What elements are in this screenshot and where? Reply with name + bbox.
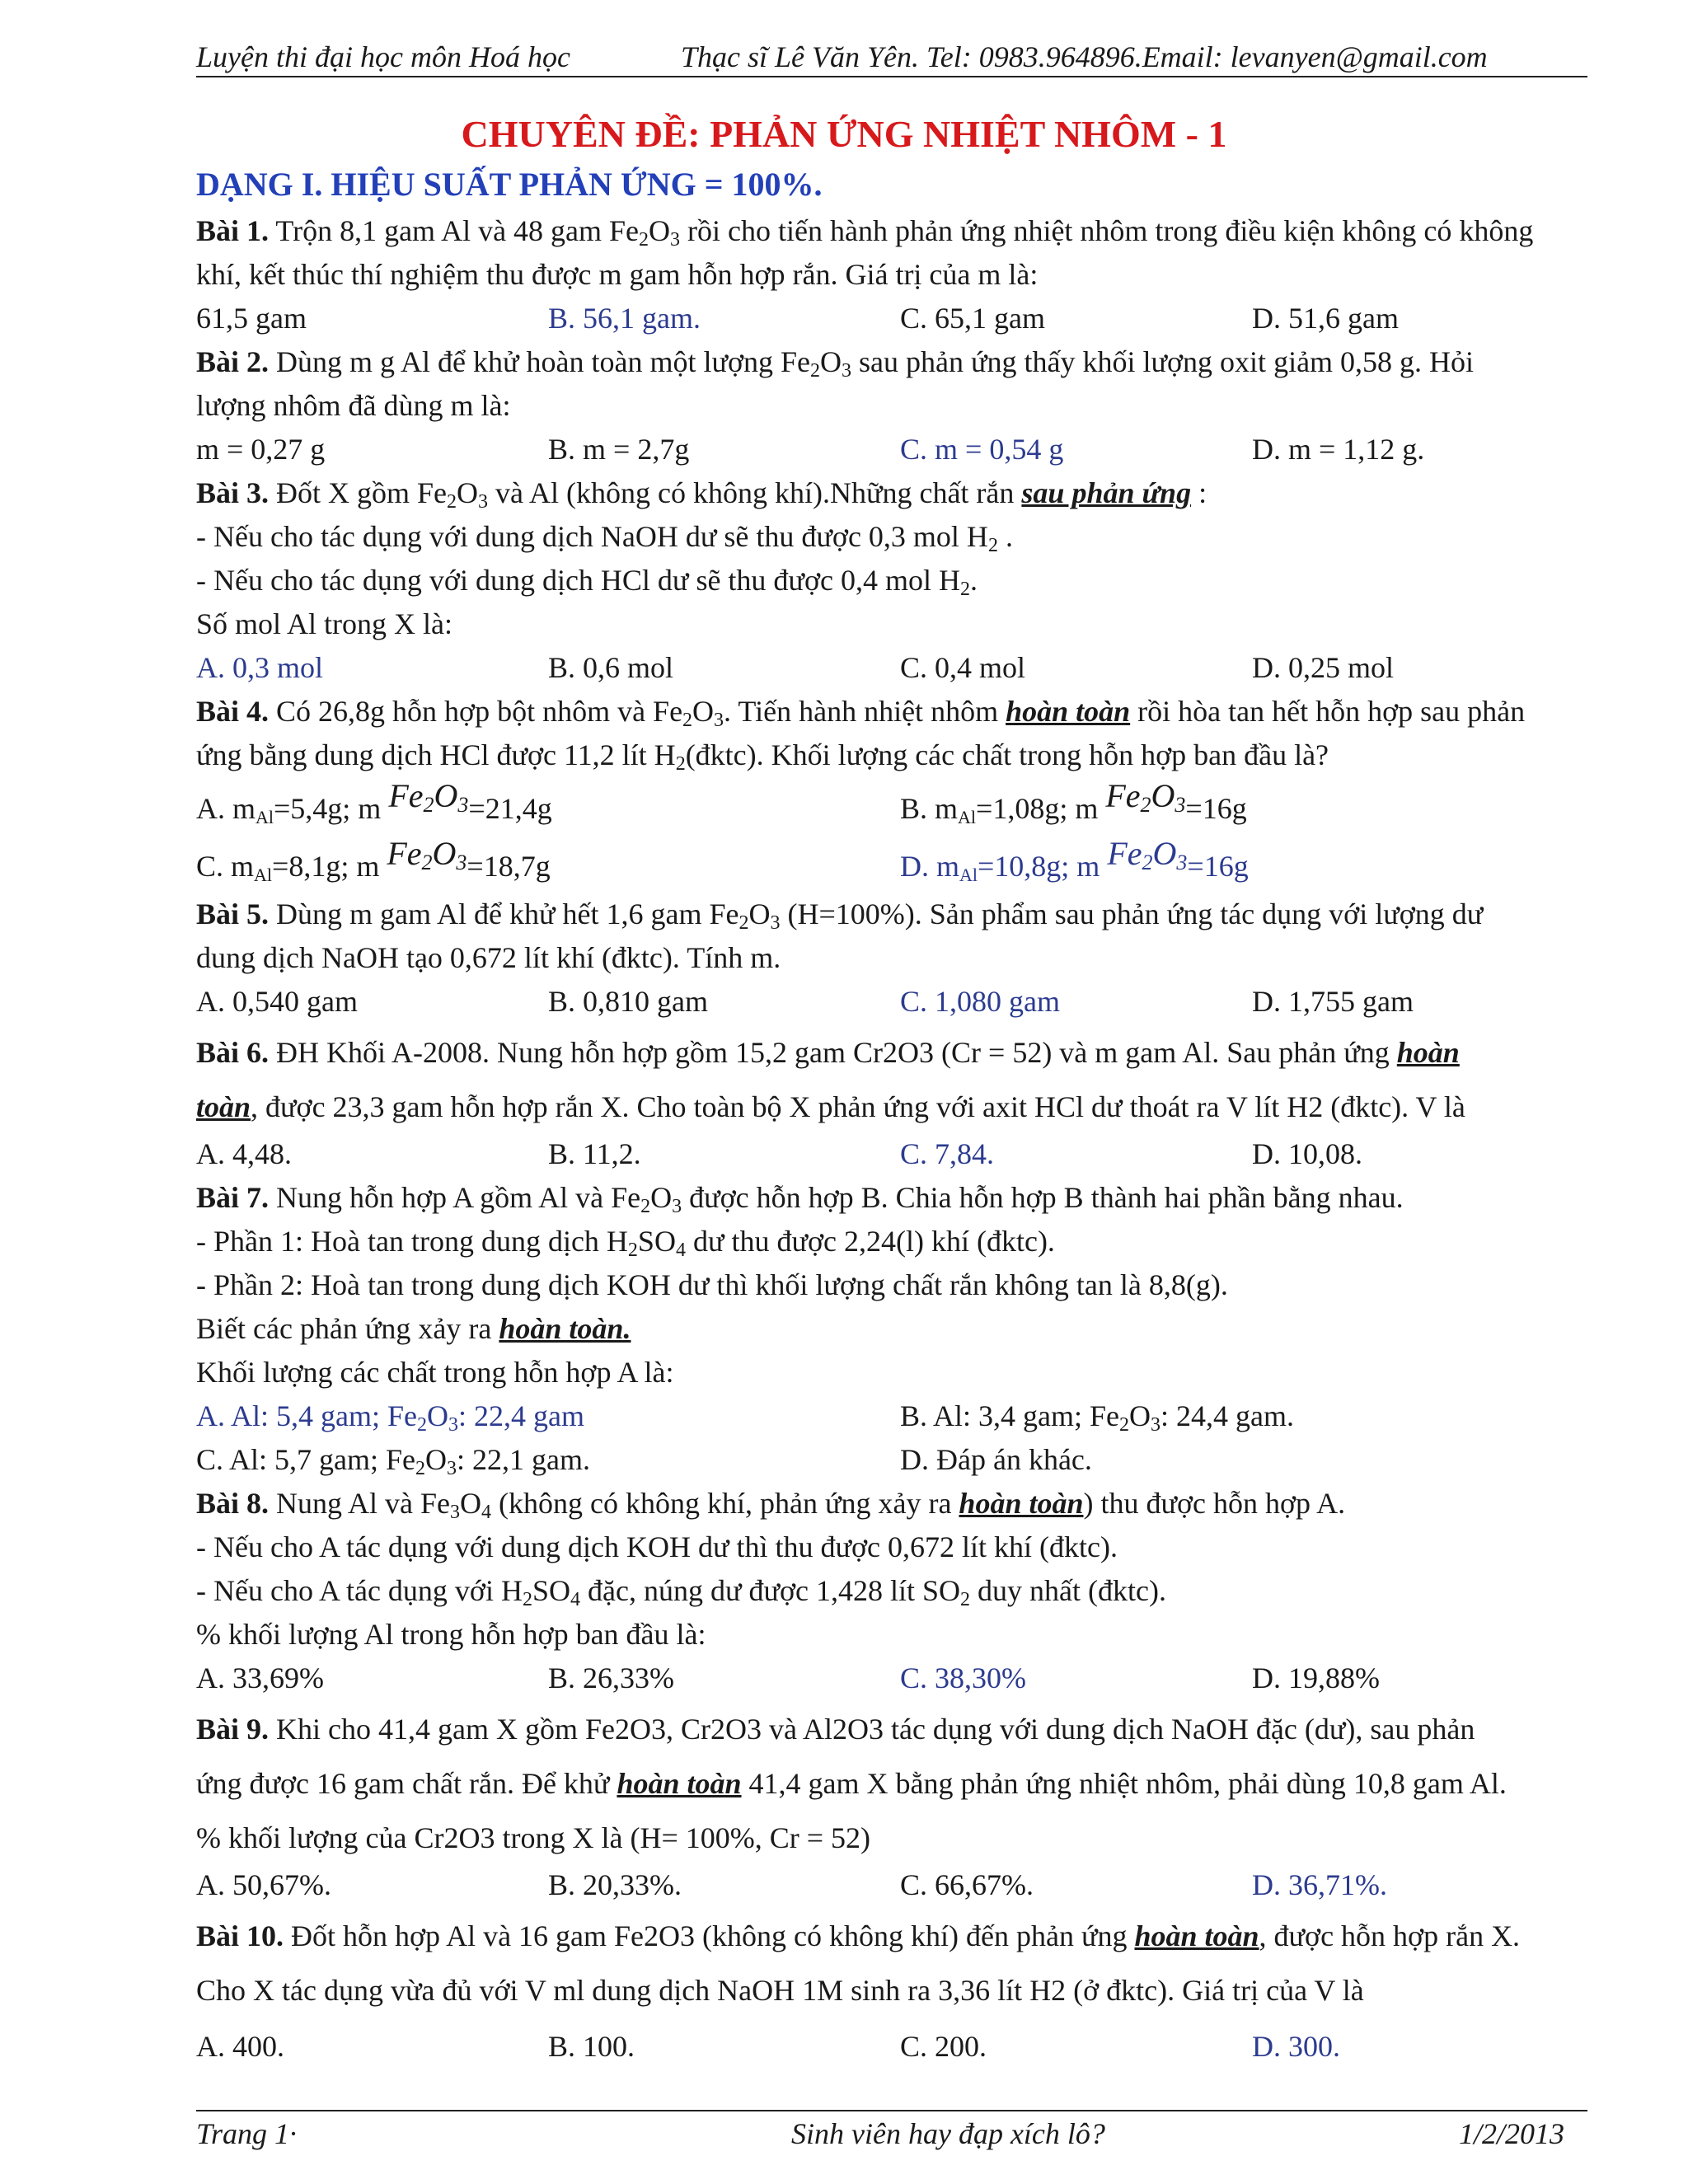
option-b: B. 100. [548, 2030, 635, 2063]
option-d: D. Đáp án khác. [900, 1443, 1092, 1476]
option-a: A. 0,3 mol [196, 651, 324, 684]
footer-center: Sinh viên hay đạp xích lô? [791, 2117, 1105, 2150]
exercise-4-options-row-1 [196, 777, 1606, 835]
exercise-1-options [196, 297, 1606, 340]
option-d: D. 300. [1252, 2030, 1340, 2063]
exercise-8-line-4: % khối lượng Al trong hỗn hợp ban đầu là: [196, 1618, 706, 1651]
option-b: B. 20,33%. [548, 1868, 682, 1901]
option-a: A. Al: 5,4 gam; $Fe_2O_3$: 22,4 gam [196, 1399, 584, 1436]
exercise-5-options [196, 980, 1606, 1024]
option-a: A. 50,67%. [196, 1868, 331, 1901]
option-c: C. Al: 5,7 gam; $Fe_2O_3$: 22,1 gam. [196, 1443, 590, 1479]
exercise-9-line-3: % khối lượng của Cr2O3 trong X là (H= 100%, Cr = 52) [196, 1821, 871, 1854]
option-a: A. 0,540 gam [196, 985, 358, 1018]
exercise-9-line-2: ứng được 16 gam chất rắn. Để khử hoàn toàn 41,4 gam X bằng phản ứng nhiệt nhôm, phải dùng 10,8 gam Al. [196, 1767, 1507, 1800]
option-d: D. 36,71%. [1252, 1868, 1387, 1901]
exercise-3-line-4: Số mol Al trong X là: [196, 607, 453, 640]
exercise-7-line-2: - Phần 1: Hoà tan trong dung dịch $H_2SO_4$ dư thu được 2,24(l) khí (đktc). [196, 1225, 1055, 1261]
section-heading: DẠNG I. HIỆU SUẤT PHẢN ỨNG = 100%. [196, 166, 823, 203]
option-c: C. 38,30% [900, 1661, 1026, 1694]
exercise-10-line-2: Cho X tác dụng vừa đủ với V ml dung dịch NaOH 1M sinh ra 3,36 lít H2 (ở đktc). Giá trị của V là [196, 1974, 1364, 2007]
page-title: CHUYÊN ĐỀ: PHẢN ỨNG NHIỆT NHÔM - 1 [461, 113, 1227, 155]
option-c: C. m = 0,54 g [900, 433, 1064, 466]
exercise-7-line-3: - Phần 2: Hoà tan trong dung dịch KOH dư thì khối lượng chất rắn không tan là 8,8(g). [196, 1268, 1228, 1301]
exercise-6-options [196, 1132, 1606, 1176]
exercise-7-line-1: Bài 7. Nung hỗn hợp A gồm Al và $Fe_2O_3$ được hỗn hợp B. Chia hỗn hợp B thành hai phần bằng nhau. [196, 1181, 1404, 1217]
exercise-7-line-5: Khối lượng các chất trong hỗn hợp A là: [196, 1356, 674, 1389]
option-d: D. 1,755 gam [1252, 985, 1414, 1018]
option-c: C. 7,84. [900, 1137, 995, 1170]
option-b: B. $m_{Al}=1,08g$; m $Fe_2O_3=16g$ [900, 777, 1247, 827]
option-d: D. 0,25 mol [1252, 651, 1395, 684]
option-d: D. m = 1,12 g. [1252, 433, 1425, 466]
option-c: C. 1,080 gam [900, 985, 1060, 1018]
exercise-8-options [196, 1657, 1606, 1700]
option-a: m = 0,27 g [196, 433, 326, 466]
exercise-3-line-2: - Nếu cho tác dụng với dung dịch NaOH dư sẽ thu được 0,3 mol $H_2$ . [196, 520, 1013, 556]
exercise-5-line-1: Bài 5. Dùng m gam Al để khử hết 1,6 gam $Fe_2O_3$ (H=100%). Sản phẩm sau phản ứng tác dụng với lượng dư [196, 898, 1484, 934]
exercise-4-line-1: Bài 4. Có 26,8g hỗn hợp bột nhôm và $Fe_2O_3$. Tiến hành nhiệt nhôm hoàn toàn rồi hòa tan hết hỗn hợp sau phản [196, 695, 1526, 731]
exercise-6-line-2: toàn, được 23,3 gam hỗn hợp rắn X. Cho toàn bộ X phản ứng với axit HCl dư thoát ra V lít H2 (đktc). V là [196, 1090, 1465, 1123]
exercise-4-options-row-2 [196, 835, 1606, 893]
option-a: A. $m_{Al}=5,4g$; m $Fe_2O_3=21,4g$ [196, 777, 552, 827]
option-c: C. 66,67%. [900, 1868, 1034, 1901]
exercise-2-line-1: Bài 2. Dùng m g Al để khử hoàn toàn một lượng $Fe_2O_3$ sau phản ứng thấy khối lượng oxit giảm 0,58 g. Hỏi [196, 345, 1475, 382]
option-b: B. 0,810 gam [548, 985, 708, 1018]
exercise-6-line-1: Bài 6. ĐH Khối A-2008. Nung hỗn hợp gồm 15,2 gam Cr2O3 (Cr = 52) và m gam Al. Sau phản ứng hoàn [196, 1036, 1460, 1069]
header-left: Luyện thi đại học môn Hoá học [196, 40, 570, 73]
option-d: D. 51,6 gam [1252, 302, 1399, 335]
exercise-10-line-1: Bài 10. Đốt hỗn hợp Al và 16 gam Fe2O3 (không có không khí) đến phản ứng hoàn toàn, được hỗn hợp rắn X. [196, 1919, 1521, 1952]
option-c: C. 65,1 gam [900, 302, 1045, 335]
option-b: B. 0,6 mol [548, 651, 674, 684]
exercise-1-line-1: Bài 1. Trộn 8,1 gam Al và 48 gam $Fe_2O_3$ rồi cho tiến hành phản ứng nhiệt nhôm trong điều kiện không có không [196, 214, 1534, 251]
option-a: A. 33,69% [196, 1661, 324, 1694]
exercise-5-line-2: dung dịch NaOH tạo 0,672 lít khí (đktc). Tính m. [196, 941, 781, 974]
exercise-2-line-2: lượng nhôm đã dùng m là: [196, 389, 511, 422]
exercise-7-options-row-2 [196, 1438, 1606, 1482]
exercise-1-line-2: khí, kết thúc thí nghiệm thu được m gam hỗn hợp rắn. Giá trị của m là: [196, 258, 1039, 291]
exercise-8-line-3: - Nếu cho A tác dụng với $H_2SO_4$ đặc, núng dư được 1,428 lít $SO_2$ duy nhất (đktc). [196, 1574, 1166, 1610]
option-a: A. 400. [196, 2030, 284, 2063]
option-b: B. 11,2. [548, 1137, 641, 1170]
exercise-4-line-2: ứng bằng dung dịch HCl được 11,2 lít $H_2(đktc)$. Khối lượng các chất trong hỗn hợp ban đầu là? [196, 738, 1329, 775]
option-c: C. $m_{Al}=8,1g$; m $Fe_2O_3=18,7g$ [196, 835, 551, 885]
exercise-9-line-1: Bài 9. Khi cho 41,4 gam X gồm Fe2O3, Cr2O3 và Al2O3 tác dụng với dung dịch NaOH đặc (dư), sau phản [196, 1713, 1475, 1746]
exercise-8-line-2: - Nếu cho A tác dụng với dung dịch KOH dư thì thu được 0,672 lít khí (đktc). [196, 1530, 1118, 1563]
option-b: B. 56,1 gam. [548, 302, 701, 335]
exercise-7-line-4: Biết các phản ứng xảy ra hoàn toàn. [196, 1312, 631, 1345]
option-d: D. 19,88% [1252, 1661, 1380, 1694]
exercise-9-options [196, 1863, 1606, 1907]
option-c: C. 0,4 mol [900, 651, 1026, 684]
option-b: B. m = 2,7g [548, 433, 690, 466]
exercise-list [196, 209, 1606, 2074]
exercise-7-options-row-1 [196, 1394, 1606, 1438]
exercise-8-line-1: Bài 8. Nung Al và $Fe_3O_4$ (không có không khí, phản ứng xảy ra hoàn toàn) thu được hỗn hợp A. [196, 1487, 1346, 1523]
option-a: 61,5 gam [196, 302, 307, 335]
option-d: D. 10,08. [1252, 1137, 1362, 1170]
exercise-3-line-1: Bài 3. Đốt X gồm $Fe_2O_3$ và Al (không có không khí).Những chất rắn sau phản ứng : [196, 476, 1207, 513]
footer-date: 1/2/2013 [1458, 2117, 1564, 2150]
exercise-2-options [196, 428, 1606, 471]
option-b: B. Al: 3,4 gam; $Fe_2O_3$: 24,4 gam. [900, 1399, 1294, 1436]
option-b: B. 26,33% [548, 1661, 674, 1694]
page-header [196, 36, 1587, 77]
option-c: C. 200. [900, 2030, 987, 2063]
header-right: Thạc sĩ Lê Văn Yên. Tel: 0983.964896.Email: levanyen@gmail.com [681, 40, 1488, 73]
option-d: D. $m_{Al}=10,8g$; m $Fe_2O_3=16g$ [900, 835, 1249, 885]
exercise-3-line-3: - Nếu cho tác dụng với dung dịch HCl dư sẽ thu được 0,4 mol $H_2$. [196, 564, 978, 600]
exercise-10-options [196, 2016, 1606, 2074]
option-a: A. 4,48. [196, 1137, 292, 1170]
footer-page-number: Trang 1· [196, 2117, 298, 2150]
exercise-3-options [196, 646, 1606, 690]
page-footer [196, 2110, 1587, 2150]
